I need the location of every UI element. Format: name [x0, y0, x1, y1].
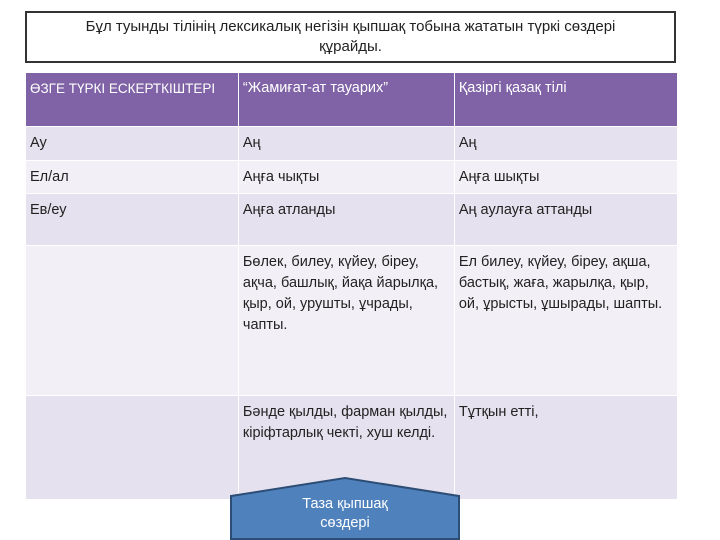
- table-cell: Тұтқын етті,: [454, 396, 677, 500]
- callout-arrow: [229, 476, 461, 540]
- table-cell: [26, 246, 239, 396]
- table-cell: Аңға шықты: [454, 161, 677, 194]
- table-header-row: [26, 73, 678, 127]
- table-cell: Аң: [238, 127, 454, 161]
- table-cell: Ел/ал: [26, 161, 239, 194]
- callout-label: [229, 495, 461, 533]
- title-box: [25, 11, 676, 63]
- table-cell: Ев/еу: [26, 194, 239, 246]
- callout-label-line1: Таза қыпшақ: [302, 496, 388, 512]
- table-row: [26, 194, 678, 246]
- header-jamigat: “Жамиғат-ат тауарих”: [238, 73, 454, 127]
- table-row: [26, 161, 678, 194]
- table-row: [26, 127, 678, 161]
- table-row: [26, 246, 678, 396]
- table-cell: Бәнде қылды, фарман қылды, кіріфтарлық чекті, хуш келді.: [238, 396, 454, 500]
- table-cell: [26, 396, 239, 500]
- table-cell: Аң: [454, 127, 677, 161]
- page-title: Бұл туынды тілінің лексикалық негізін қыпшақ тобына жататын түркі сөздері құрайды.: [85, 18, 616, 55]
- comparison-table: [25, 72, 678, 500]
- table-cell: Аңға чықты: [238, 161, 454, 194]
- table-cell: Ау: [26, 127, 239, 161]
- table-cell: Бөлек, билеу, күйеу, біреу, ақча, башлық, йақа йарылқа, қыр, ой, урушты, ұчрады, чапты.: [238, 246, 454, 396]
- callout-label-line2: сөздері: [320, 515, 370, 531]
- table-cell: Аңға атланды: [238, 194, 454, 246]
- table-cell: Ел билеу, күйеу, біреу, ақша, бастық, жаға, жарылқа, қыр, ой, ұрысты, ұшырады, шапты.: [454, 246, 677, 396]
- header-modern-kazakh: Қазіргі қазақ тілі: [454, 73, 677, 127]
- table-cell: Аң аулауға аттанды: [454, 194, 677, 246]
- header-other-turkic: ӨЗГЕ ТҮРКІ ЕСКЕРТКІШТЕРІ: [26, 73, 239, 127]
